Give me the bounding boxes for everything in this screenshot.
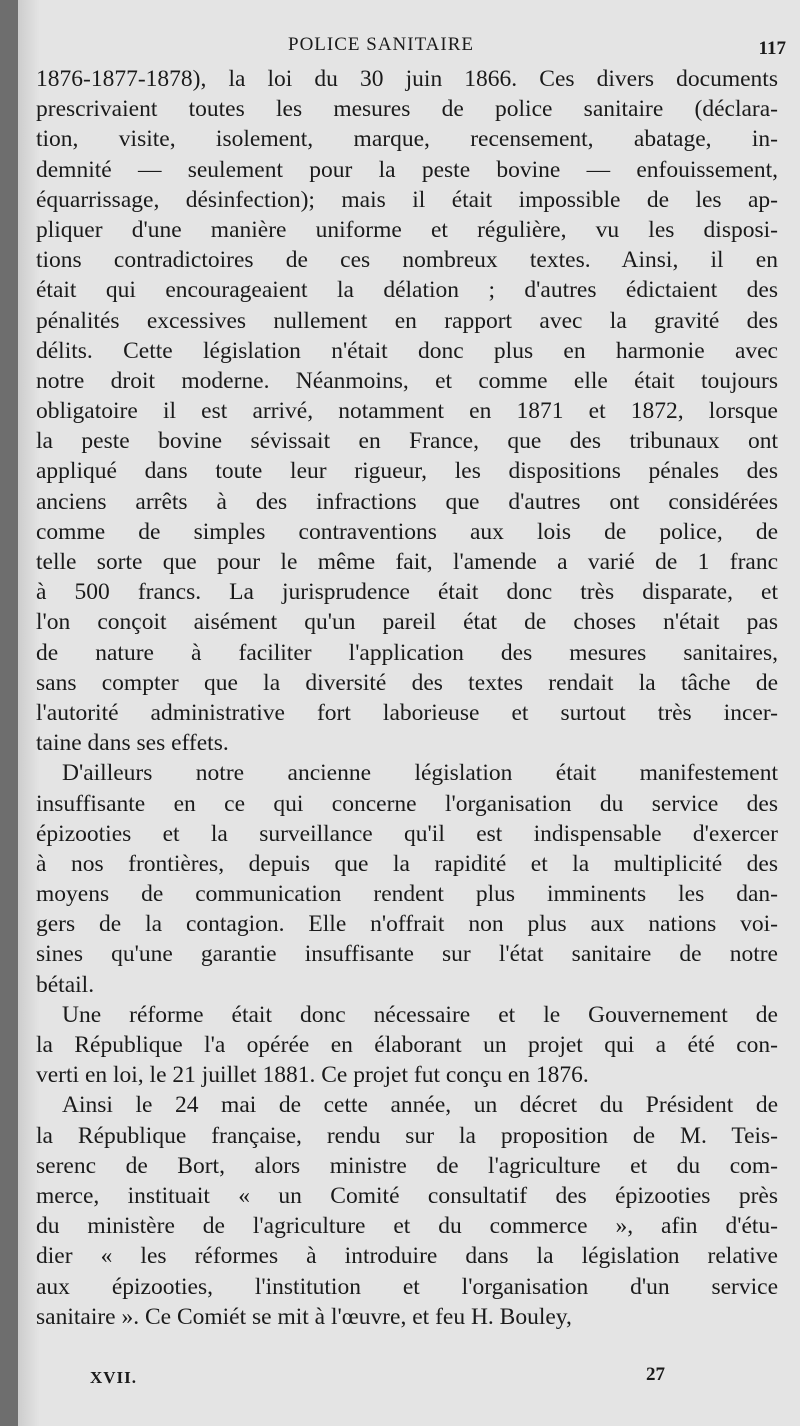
text-line: Ainsi le 24 mai de cette année, un décret du Président de [62, 1092, 778, 1119]
text-line: obligatoire il est arrivé, notamment en 1871 et 1872, lorsque [36, 398, 778, 425]
running-title: POLICE SANITAIRE [288, 34, 474, 55]
text-line: tion, visite, isolement, marque, recensement, abatage, in- [36, 126, 778, 153]
gathering-number: 27 [646, 1364, 665, 1385]
text-line: la peste bovine sévissait en France, que des tribunaux ont [36, 428, 778, 455]
text-line: notre droit moderne. Néanmoins, et comme elle était toujours [36, 367, 778, 394]
text-line: anciens arrêts à des infractions que d'autres ont considérées [36, 488, 778, 515]
text-line: telle sorte que pour le même fait, l'amende a varié de 1 franc [36, 549, 778, 575]
text-line: l'on conçoit aisément qu'un pareil état de choses n'était pas [36, 609, 778, 636]
text-line: tions contradictoires de ces nombreux textes. Ainsi, il en [36, 247, 778, 274]
text-line: appliqué dans toute leur rigueur, les dispositions pénales des [36, 458, 778, 485]
text-line: demnité — seulement pour la peste bovine — enfouissement, [36, 156, 778, 183]
signature-mark: XVII. [90, 1368, 138, 1387]
text-line: épizooties et la surveillance qu'il est indispensable d'exercer [36, 820, 778, 847]
text-line: de nature à faciliter l'application des mesures sanitaires, [36, 639, 778, 666]
paragraph [36, 1090, 778, 1332]
text-line: la République française, rendu sur la proposition de M. Teis- [36, 1122, 778, 1149]
text-line: sans compter que la diversité des textes rendait la tâche de [36, 669, 778, 696]
text-line: Une réforme était donc nécessaire et le Gouvernement de [62, 1001, 778, 1028]
paragraph [36, 1000, 778, 1091]
text-line: D'ailleurs notre ancienne législation était manifestement [62, 760, 778, 787]
page-number: 117 [758, 38, 786, 59]
text-line: taine dans ses effets. [36, 730, 229, 757]
text-line: équarrissage, désinfection); mais il était impossible de les ap- [36, 186, 778, 213]
text-line: l'autorité administrative fort laborieuse et surtout très incer- [36, 699, 778, 726]
text-line: insuffisante en ce qui concerne l'organisation du service des [36, 790, 778, 817]
page-footer [18, 1364, 800, 1392]
text-line: verti en loi, le 21 juillet 1881. Ce projet fut conçu en 1876. [36, 1062, 589, 1089]
text-line: sanitaire ». Ce Comiét se mit à l'œuvre, et feu H. Bouley, [36, 1303, 572, 1330]
text-line: moyens de communication rendent plus imminents les dan- [36, 881, 778, 908]
running-head [18, 34, 800, 62]
paragraph [36, 64, 778, 758]
text-line: était qui encourageaient la délation ; d'autres édictaient des [36, 277, 778, 304]
text-line: du ministère de l'agriculture et du commerce », afin d'étu- [36, 1213, 778, 1240]
text-line: comme de simples contraventions aux lois de police, de [36, 518, 778, 545]
text-line: serenc de Bort, alors ministre de l'agriculture et du com- [36, 1152, 778, 1179]
text-line: prescrivaient toutes les mesures de police sanitaire (déclara- [36, 96, 778, 123]
paragraph [36, 758, 778, 1000]
text-line: la République l'a opérée en élaborant un projet qui a été con- [36, 1032, 778, 1058]
text-line: délits. Cette législation n'était donc plus en harmonie avec [36, 337, 778, 364]
text-line: pénalités excessives nullement en rapport avec la gravité des [36, 307, 778, 334]
text-line: merce, instituait « un Comité consultatif des épizooties près [36, 1182, 778, 1209]
text-line: dier « les réformes à introduire dans la législation relative [36, 1243, 778, 1270]
text-line: à nos frontières, depuis que la rapidité et la multiplicité des [36, 850, 778, 877]
text-line: sines qu'une garantie insuffisante sur l'état sanitaire de notre [36, 941, 778, 968]
text-line: 1876-1877-1878), la loi du 30 juin 1866. Ces divers documents [36, 66, 778, 92]
text-line: aux épizooties, l'institution et l'organisation d'un service [36, 1273, 778, 1300]
body-text [36, 64, 778, 1332]
text-line: gers de la contagion. Elle n'offrait non plus aux nations voi- [36, 911, 778, 938]
text-line: pliquer d'une manière uniforme et régulière, vu les disposi- [36, 216, 778, 243]
text-line: à 500 francs. La jurisprudence était donc très disparate, et [36, 579, 778, 606]
book-page [18, 0, 800, 1426]
text-line: bétail. [36, 971, 95, 998]
